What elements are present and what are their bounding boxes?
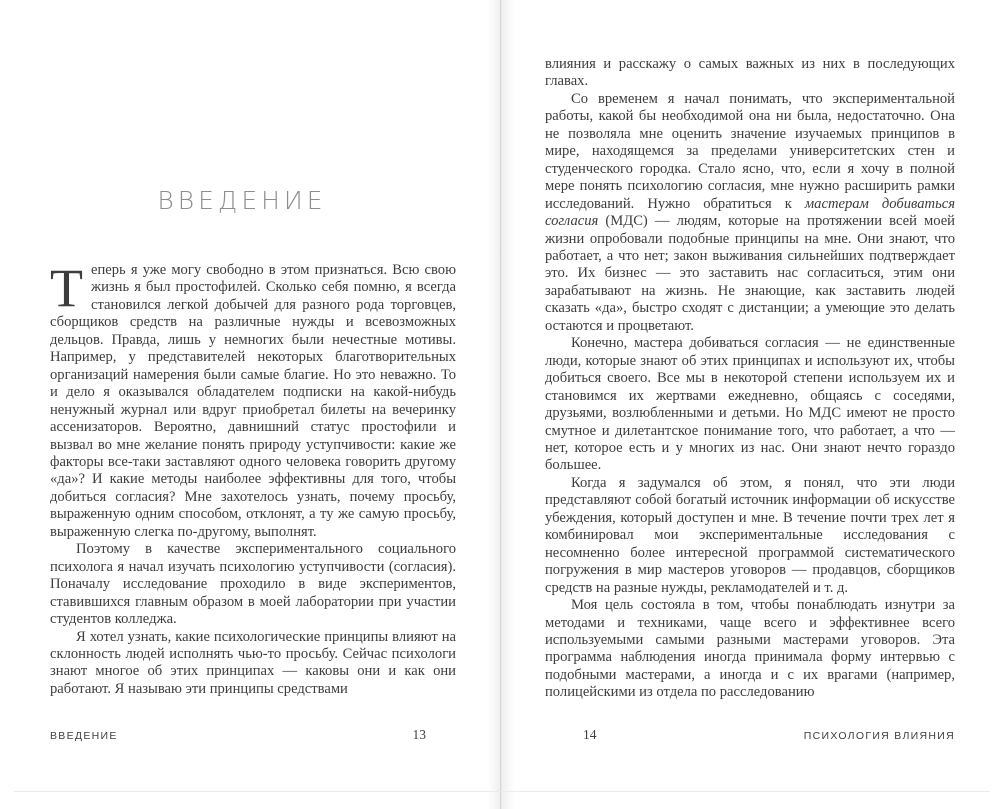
page-number: 14: [583, 727, 597, 742]
paragraph: [545, 91, 955, 335]
paragraph: Поэтому в качестве экспериментального социального психолога я начал изучать психологию уступчивости (согласия). Поначалу исследование проходило в виде экспериментов, ставившихся главным образом в моей лаборатории при участии студентов колледжа.: [50, 541, 456, 628]
book-bottom-edge: [14, 791, 990, 792]
paragraph: [50, 262, 456, 541]
left-page-footer: [50, 727, 456, 743]
right-body-text: [545, 56, 955, 720]
paragraph: Моя цель состояла в том, чтобы понаблюдать изнутри за методами и техниками, чаще всего и эффективнее всего используемыми самыми разными мастерами уговоров. Эта программа наблюдения иногда принимала форму интервью с подобными мастерами, а иногда и с их врагами (например, полицейскими из отдела по расследованию: [545, 597, 955, 701]
paragraph: Я хотел узнать, какие психологические принципы влияют на склонность людей исполнять чью-то просьбу. Сейчас психологи знают многое об этих принципах — каковы они и как они работают. Я называю эти принципы средствами: [50, 628, 456, 697]
paragraph-text: Со временем я начал понимать, что экспериментальной работы, какой бы необходимой она ни была, недостаточно. Она не позволяла мне оценить значение изучаемых принципов в мире, находящемся за пределами университетских стен и студенческого городка. Стало ясно, что, если я хочу в полной мере понять психологию согласия, мне нужно расширить рамки исследований. Нужно обратиться к: [545, 90, 955, 212]
paragraph: Когда я задумался об этом, я понял, что эти люди представляют собой богатый источник информации об искусстве убеждения, который доступен и мне. В течение почти трех лет я комбинировал мои экспериментальные исследования с несомненно более интересной программой систематического погружения в мир мастеров уговоров — продавцов, сборщиков средств на разные нужды, рекламодателей и т. д.: [545, 474, 955, 596]
paragraph: влияния и расскажу о самых важных из них в последующих главах.: [545, 56, 955, 90]
paragraph-text: еперь я уже могу свободно в этом признаться. Всю свою жизнь я был простофилей. Сколько себя помню, я всегда становился легкой добычей для разного рода торговцев, сборщиков средств на различные нужды и всевозможных дельцов. Правда, лишь у немногих были нечестные мотивы. Например, у представителей некоторых благотворительных организаций намерения были самые благие. Но это неважно. То и дело я оказывался обладателем подписки на какой-нибудь ненужный журнал или вдруг приобретал билеты на вечеринку ассенизаторов. Вероятно, давнишний статус простофили и вызвал во мне желание понять природу уступчивости: какие же факторы все-таки заставляют одного человека говорить другому «да»? И какие методы наиболее эффективны для того, чтобы добиться согласия? Мне захотелось узнать, почему просьбу, выраженную одним способом, отклонят, а ту же самую просьбу, выраженную слегка по-другому, выполнят.: [50, 262, 456, 540]
running-head: ПСИХОЛОГИЯ ВЛИЯНИЯ: [803, 730, 955, 742]
page-right: [545, 0, 955, 809]
page-number: 13: [412, 727, 426, 742]
paragraph-text: (МДС) — людям, которые на протяжении всей моей жизни опробовали подобные принципы на мне. Они знают, что работает, а что нет; закон выживания сильнейших подтверждает это. Их бизнес — это заставить нас согласиться, этим они зарабатывают на жизнь. Не знающие, как заставить людей сказать «да», быстро сходят с дистанции; а умеющие это делать остаются и процветают.: [545, 213, 955, 334]
drop-cap: Т: [50, 262, 83, 318]
chapter-heading: ВВЕДЕНИЕ: [157, 186, 327, 215]
spine-line: [500, 0, 501, 809]
running-head: ВВЕДЕНИЕ: [50, 730, 118, 742]
page-left: [50, 0, 456, 809]
paragraph: Конечно, мастера добиваться согласия — не единственные люди, которые знают об этих принципах и используют их, чтобы добиться своего. Все мы в некоторой степени используем их и становимся их жертвами ежедневно, общаясь с соседями, друзьями, возлюбленными и детьми. Но МДС имеют не просто смутное и дилетантское понимание того, что работает, а что — нет, которое есть и у многих из нас. Они знают нечто гораздо большее.: [545, 335, 955, 474]
spine-shadow: [487, 0, 515, 809]
right-page-footer: [545, 727, 955, 743]
left-body-text: [50, 262, 456, 720]
italic-phrase: мастерам добиваться согласия: [545, 195, 955, 230]
